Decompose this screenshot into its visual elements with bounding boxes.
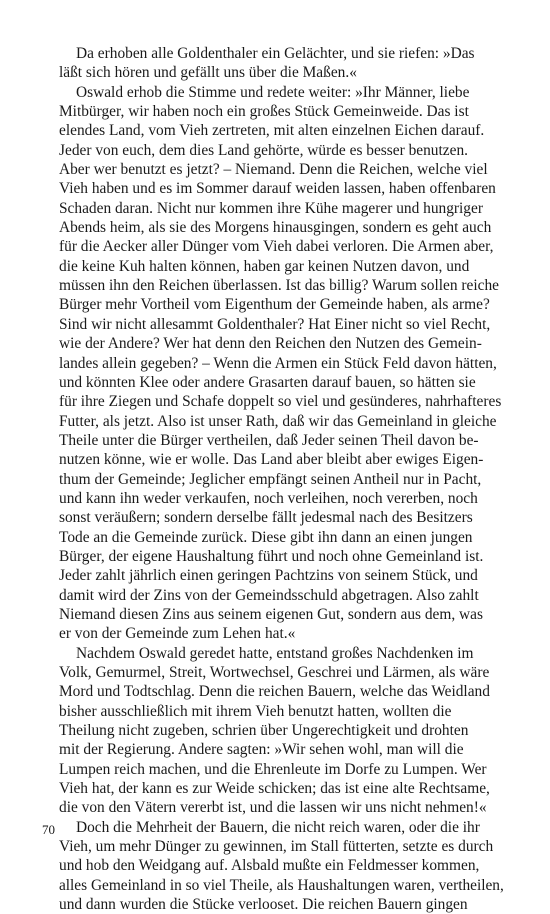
- text-line: Abends heim, als sie des Morgens hinausgingen, sondern es geht auch: [59, 219, 492, 237]
- text-line: Oswald erhob die Stimme und redete weiter: »Ihr Männer, liebe: [76, 83, 470, 101]
- text-line: alles Gemeinland in so viel Theile, als Haushaltungen waren, vertheilen,: [58, 876, 504, 894]
- text-line: läßt sich hören und gefällt uns über die Maßen.«: [59, 64, 357, 82]
- text-line: landes allein gegeben? – Wenn die Armen ein Stück Feld davon hätten,: [59, 354, 497, 372]
- text-line: Aber wer benutzt es jetzt? – Niemand. Denn die Reichen, welche viel: [59, 161, 488, 179]
- text-line: bisher ausschließlich mit ihrem Vieh benutzt hatten, wollten die: [59, 702, 452, 720]
- text-line: Mitbürger, wir haben noch ein großes Stück Gemeinweide. Das ist: [59, 103, 469, 121]
- text-line: Bürger, der eigene Haushaltung führt und noch ohne Gemeinland ist.: [59, 547, 484, 565]
- text-line: müssen ihn den Reichen überlassen. Ist das billig? Warum sollen reiche: [59, 277, 499, 295]
- paragraph: [42, 818, 504, 914]
- text-line: Vieh, um mehr Dünger zu gewinnen, im Stall fütterten, setzte es durch: [59, 838, 494, 856]
- text-line: Volk, Gemurmel, Streit, Wortwechsel, Geschrei und Lärmen, als wäre: [59, 664, 490, 681]
- text-line: die von den Vätern vererbt ist, und die lassen wir uns nicht nehmen!«: [59, 799, 487, 817]
- text-line: und kann ihn weder verkaufen, noch verleihen, noch vererben, noch: [59, 489, 478, 507]
- paragraph: [42, 44, 504, 83]
- text-line: Schaden daran. Nicht nur kommen ihre Kühe magerer und hungriger: [59, 199, 483, 217]
- text-line: Theile unter die Bürger vertheilen, daß Jeder seinen Theil davon be-: [59, 431, 479, 449]
- text-line: Mord und Todtschlag. Denn die reichen Bauern, welche das Weidland: [59, 683, 490, 701]
- text-line: für ihre Ziegen und Schafe doppelt so viel und gesünderes, nahrhafteres: [59, 393, 502, 411]
- text-line: die keine Kuh halten können, haben gar keinen Nutzen davon, und: [59, 257, 470, 275]
- text-line: Vieh haben und es im Sommer darauf weiden lassen, haben offenbaren: [59, 180, 496, 198]
- text-line: Theilung nicht zugeben, schrien über Ungerechtigkeit und drohten: [59, 722, 469, 740]
- text-line: er von der Gemeinde zum Lehen hat.«: [59, 625, 296, 643]
- text-line: Futter, als jetzt. Also ist unser Rath, daß wir das Gemeinland in gleiche: [59, 412, 497, 430]
- text-line: Jeder von euch, dem dies Land gehörte, würde es besser benutzen.: [59, 141, 468, 159]
- page-number: 70: [42, 822, 55, 837]
- text-line: Nachdem Oswald geredet hatte, entstand großes Nachdenken im: [76, 644, 474, 662]
- text-line: thum der Gemeinde; Jeglicher empfängt seinen Antheil nur in Pacht,: [59, 470, 482, 488]
- page-body: [42, 44, 504, 914]
- text-line: Tode an die Gemeinde zurück. Diese gibt ihn dann an einen jungen: [59, 528, 473, 546]
- text-line: für die Aecker aller Dünger vom Vieh dabei verloren. Die Armen aber,: [59, 238, 494, 256]
- text-line: nutzen könne, wie er wolle. Das Land aber bleibt aber ewiges Eigen-: [59, 451, 484, 469]
- text-line: Jeder zahlt jährlich einen geringen Pachtzins von seinem Stück, und: [59, 567, 478, 585]
- text-line: elendes Land, vom Vieh zertreten, mit alten einzelnen Eichen darauf.: [59, 122, 485, 140]
- text-line: Doch die Mehrheit der Bauern, die nicht reich waren, oder die ihr: [76, 818, 480, 836]
- text-line: und hob den Weidgang auf. Alsbald mußte ein Feldmesser kommen,: [59, 857, 480, 875]
- text-line: Da erhoben alle Goldenthaler ein Gelächter, und sie riefen: »Das: [76, 45, 475, 62]
- text-line: sonst veräußern; sondern derselbe fällt jedesmal nach des Besitzers: [59, 509, 473, 527]
- text-line: Niemand diesen Zins aus seinem eigenen Gut, sondern aus dem, was: [59, 605, 483, 623]
- text-line: Vieh hat, der kann es zur Weide schicken; das ist eine alte Rechtsame,: [59, 780, 490, 798]
- text-line: Lumpen reich machen, und die Ehrenleute im Dorfe zu Lumpen. Wer: [59, 760, 487, 778]
- text-line: und dann wurden die Stücke verlooset. Die reichen Bauern gingen: [59, 896, 468, 914]
- text-line: Sind wir nicht allesammt Goldenthaler? Hat Einer nicht so viel Recht,: [59, 315, 491, 333]
- paragraph: [42, 83, 504, 644]
- text-line: mit der Regierung. Andere sagten: »Wir sehen wohl, man will die: [59, 741, 464, 759]
- text-line: wie der Andere? Wer hat denn den Reichen den Nutzen des Gemein-: [59, 335, 482, 353]
- paragraph: [42, 644, 504, 818]
- text-line: Bürger mehr Vortheil vom Eigenthum der Gemeinde haben, als arme?: [59, 296, 490, 314]
- text-line: damit wird der Zins von der Gemeindsschuld abgetragen. Also zahlt: [59, 586, 479, 604]
- text-line: und könnten Klee oder andere Grasarten darauf bauen, so hätten sie: [59, 373, 476, 391]
